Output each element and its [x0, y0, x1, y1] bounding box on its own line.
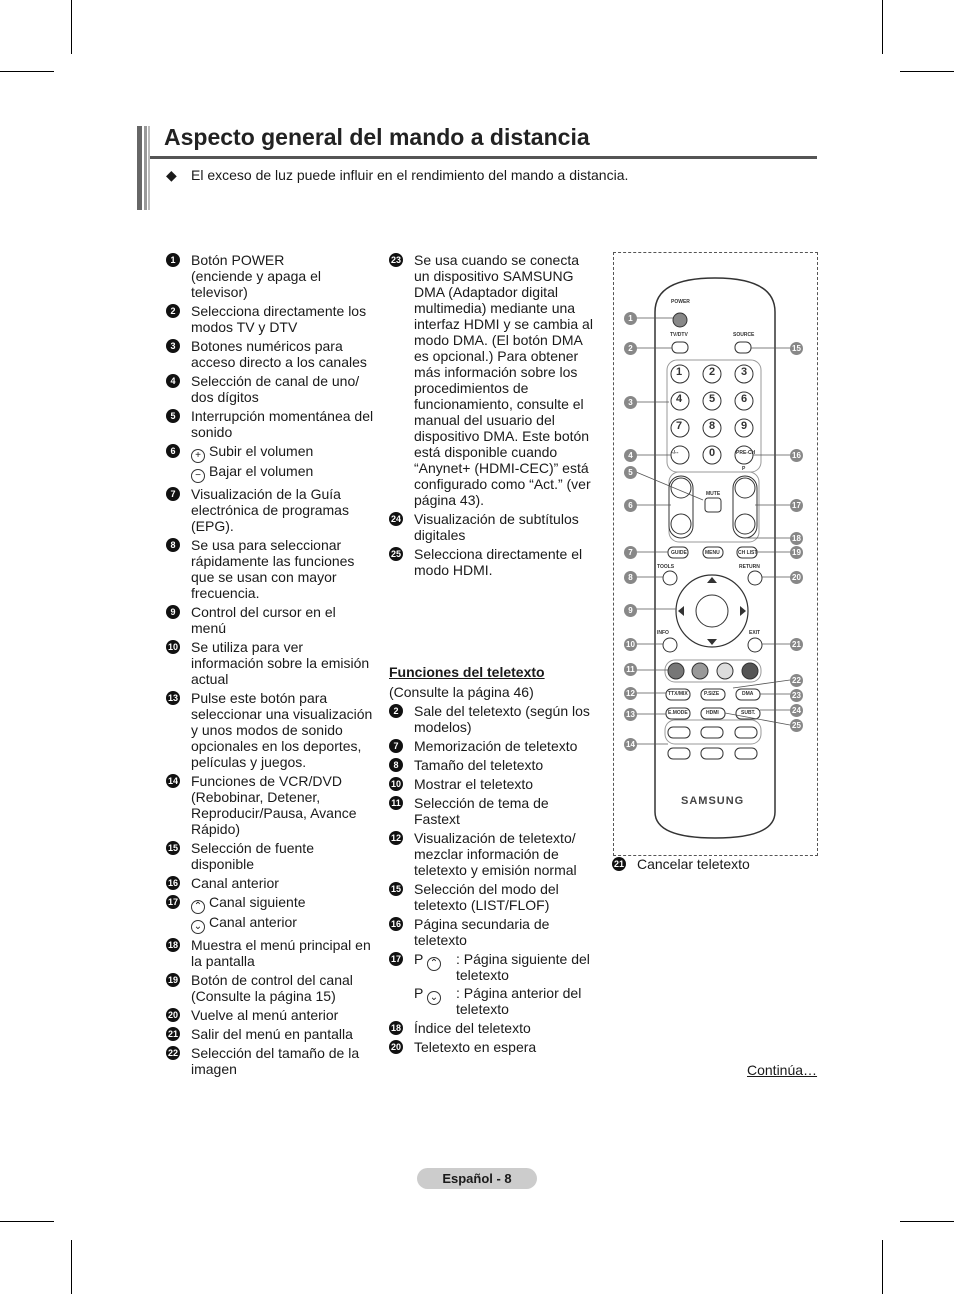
- number-key-label: 0: [709, 447, 716, 459]
- number-key-label: PRE-CH: [736, 450, 756, 456]
- function-list-column-1: [166, 252, 374, 1080]
- note-text: El exceso de luz puede influir en el rendimiento del mando a distancia.: [191, 167, 629, 183]
- list-item: [389, 830, 594, 878]
- list-item: [166, 303, 374, 335]
- item-number: 3: [166, 339, 180, 353]
- stop-button: [701, 727, 723, 738]
- exit-button: [748, 638, 762, 652]
- callout-number: 20: [790, 571, 803, 584]
- source-label: SOURCE: [733, 332, 755, 338]
- power-button: [673, 313, 687, 327]
- channel-up-button: [735, 478, 755, 498]
- p-label: P: [414, 985, 424, 1001]
- item-text: Se usa para seleccionar rápidamente las funciones que se usan con mayor frecuencia.: [191, 537, 355, 601]
- item-text: [191, 463, 374, 483]
- item-number: 18: [167, 940, 178, 950]
- teletext-heading: Funciones del teletexto: [389, 664, 545, 680]
- list-item: [166, 373, 374, 405]
- item-number: 2: [166, 304, 180, 318]
- ttxmix-label: TTX/MIX: [668, 691, 688, 697]
- item-text: Interrupción momentánea del sonido: [191, 408, 374, 440]
- list-item: [166, 1007, 374, 1023]
- number-key-label: 2: [709, 366, 716, 378]
- info-label: INFO: [657, 630, 669, 636]
- item-text: Canal siguiente: [209, 894, 306, 910]
- page-title: Aspecto general del mando a distancia: [164, 124, 590, 150]
- number-key-label: 4: [676, 393, 683, 405]
- item-number: 12: [390, 833, 401, 843]
- item-number: 15: [390, 884, 401, 894]
- callout-number: 8: [624, 571, 637, 584]
- item-number: 17: [390, 954, 401, 964]
- item-text: Muestra el menú principal en la pantalla: [191, 937, 371, 969]
- chevron-down-icon: ⌄: [427, 991, 441, 1005]
- p-label: P: [414, 951, 424, 967]
- function-list-column-2: [389, 252, 594, 581]
- title-rule: [150, 156, 817, 159]
- item-text: [191, 894, 374, 914]
- rewind-row2-button: [668, 748, 690, 759]
- item-number: 16: [390, 919, 401, 929]
- list-item: [166, 1026, 374, 1042]
- item-text: Selección de fuente disponible: [191, 840, 314, 872]
- minus-icon: −: [191, 469, 205, 483]
- list-item: [166, 1045, 374, 1077]
- mute-button: [705, 498, 721, 512]
- item-text: Vuelve al menú anterior: [191, 1007, 339, 1023]
- rewind-button: [668, 727, 690, 738]
- menu-label: MENU: [705, 550, 720, 556]
- item-text: Visualización de subtítulos digitales: [414, 511, 579, 543]
- volume-down-button: [671, 514, 691, 534]
- list-item: [166, 604, 374, 636]
- item-text: Botón POWER: [191, 252, 285, 268]
- teletext-section: [389, 664, 594, 1058]
- item-number: 2: [389, 704, 403, 718]
- list-item: [389, 703, 594, 735]
- item-text: Pulse este botón para seleccionar una visualización y unos modos de sonido opcionales en los deportes, películas y juegos.: [191, 690, 373, 770]
- item-number: 8: [389, 758, 403, 772]
- item-number: 1: [166, 253, 180, 267]
- item-number: 6: [166, 444, 180, 458]
- list-item: [389, 776, 594, 792]
- item-number: 13: [167, 693, 178, 703]
- item-text: Bajar el volumen: [209, 463, 314, 479]
- number-key-label: -/--: [672, 450, 679, 456]
- callout-number: 11: [624, 663, 637, 676]
- item-text: Selección del tamaño de la imagen: [191, 1045, 360, 1077]
- item-text: Visualización de la Guía electrónica de programas (EPG).: [191, 486, 349, 534]
- list-item: [166, 875, 374, 891]
- list-item: [166, 443, 374, 483]
- mute-label: MUTE: [706, 491, 721, 497]
- item-number: 21: [613, 859, 624, 869]
- play-pause-button: [735, 727, 757, 738]
- callout-number: 4: [624, 449, 637, 462]
- blue-button: [742, 663, 758, 679]
- guide-label: GUIDE: [671, 550, 687, 556]
- item-number: 21: [167, 1029, 178, 1039]
- number-key-label: 7: [676, 420, 683, 432]
- item-number: 18: [390, 1023, 401, 1033]
- callout-number: 5: [624, 466, 637, 479]
- item-text: Mostrar el teletexto: [414, 776, 534, 792]
- item-text: Se usa cuando se conecta un dispositivo SAMSUNG DMA (Adaptador digital multimedia) mediante una interfaz HDMI y se cambia al modo DMA. (El botón DMA es opcional.) Para obtener más información sobre los procedimientos de funcionamiento, consulte el manual del usuario del dispositivo DMA. Este botón está disponible cuando “Anynet+ (HDMI-CEC)” está configurado como “Act.” (ver página 43).: [414, 252, 593, 508]
- list-item: [166, 252, 374, 300]
- crop-mark: [900, 1221, 954, 1222]
- item-number: 15: [167, 843, 178, 853]
- callout-number: 2: [624, 342, 637, 355]
- item-number: 7: [166, 487, 180, 501]
- callout-number: 18: [790, 532, 803, 545]
- item-text: Selección del modo del teletexto (LIST/FLOF): [414, 881, 559, 913]
- item-text: Memorización de teletexto: [414, 738, 578, 754]
- psize-label: P.SIZE: [704, 691, 720, 697]
- item-number: 17: [167, 897, 178, 907]
- callout-number: 10: [624, 638, 637, 651]
- item-text: Selecciona directamente los modos TV y DTV: [191, 303, 367, 335]
- list-item: [166, 408, 374, 440]
- list-item: [166, 486, 374, 534]
- item-number: 16: [167, 878, 178, 888]
- crop-mark: [900, 71, 954, 72]
- crop-mark: [71, 0, 72, 54]
- intro-note: [166, 167, 628, 184]
- list-item: [166, 972, 374, 1004]
- list-item: [166, 840, 374, 872]
- item-text: Tamaño del teletexto: [414, 757, 544, 773]
- plus-icon: +: [191, 449, 205, 463]
- item-text: Canal anterior: [191, 875, 279, 891]
- list-item: [389, 511, 594, 543]
- list-item: [166, 690, 374, 770]
- teletext-reference: (Consulte la página 46): [389, 684, 534, 700]
- item-number: 7: [389, 739, 403, 753]
- item-number: 20: [390, 1042, 401, 1052]
- callout-number: 24: [790, 704, 803, 717]
- info-button: [663, 638, 677, 652]
- return-button: [748, 571, 762, 585]
- stop-row2-button: [735, 748, 757, 759]
- power-label: POWER: [671, 299, 690, 305]
- crop-mark: [882, 1240, 883, 1294]
- item-number: 10: [390, 779, 401, 789]
- list-item: [166, 338, 374, 370]
- number-key-label: 3: [741, 366, 748, 378]
- list-item: [389, 1020, 594, 1036]
- item-text: Cancelar teletexto: [637, 856, 750, 872]
- channel-down-button: [735, 514, 755, 534]
- item-text: [191, 914, 374, 934]
- callout-number: 7: [624, 546, 637, 559]
- number-key-label: 9: [741, 420, 748, 432]
- number-key-label: 1: [676, 366, 683, 378]
- item-number: 20: [167, 1010, 178, 1020]
- item-text: : Página anterior del teletexto: [456, 985, 582, 1017]
- page-footer: Español - 8: [417, 1168, 537, 1189]
- teletext-item-21: [612, 856, 812, 875]
- yellow-button: [717, 663, 733, 679]
- list-item: [389, 738, 594, 754]
- callout-number: 22: [790, 674, 803, 687]
- chevron-up-icon: ⌃: [427, 957, 441, 971]
- list-item: [166, 639, 374, 687]
- tools-label: TOOLS: [657, 564, 675, 570]
- item-number: 19: [167, 975, 178, 985]
- item-number: 8: [166, 538, 180, 552]
- item-number: 11: [389, 796, 403, 810]
- item-number: 23: [390, 255, 401, 265]
- callout-number: 14: [624, 738, 637, 751]
- crop-mark: [882, 0, 883, 54]
- number-key-label: 6: [741, 393, 748, 405]
- item-number: 10: [167, 642, 178, 652]
- item-text: : Página siguiente del teletexto: [456, 951, 590, 983]
- number-key-label: 8: [709, 420, 716, 432]
- red-button: [668, 663, 684, 679]
- callout-number: 9: [624, 604, 637, 617]
- teletext-items-after: [389, 1020, 594, 1055]
- item-text: Canal anterior: [209, 914, 297, 930]
- emode-label: E.MODE: [668, 710, 688, 716]
- brand-logo: SAMSUNG: [681, 795, 745, 807]
- return-label: RETURN: [739, 564, 760, 570]
- item-text: [191, 443, 374, 463]
- item-number: 4: [166, 374, 180, 388]
- chevron-down-icon: ⌄: [191, 920, 205, 934]
- source-button: [735, 342, 751, 353]
- item-text: Botón de control del canal (Consulte la página 15): [191, 972, 353, 1004]
- callout-number: 25: [790, 719, 803, 732]
- teletext-items: [389, 703, 594, 948]
- item-text: Botones numéricos para acceso directo a los canales: [191, 338, 367, 370]
- list-item: [166, 894, 374, 934]
- enter-button: [696, 595, 728, 627]
- list-item: [389, 546, 594, 578]
- item-number: 22: [167, 1048, 178, 1058]
- callout-number: 17: [790, 499, 803, 512]
- diamond-bullet-icon: ◆: [166, 167, 177, 183]
- list-item: [389, 916, 594, 948]
- item-text: Teletexto en espera: [414, 1039, 537, 1055]
- crop-mark: [0, 1221, 54, 1222]
- item-text: Selección de canal de uno/ dos dígitos: [191, 373, 360, 405]
- item-text: (enciende y apaga el televisor): [191, 268, 321, 300]
- item-number: 9: [166, 605, 180, 619]
- item-text: Funciones de VCR/DVD (Rebobinar, Detener, Reproducir/Pausa, Avance Rápido): [191, 773, 357, 837]
- item-text: Se utiliza para ver información sobre la emisión actual: [191, 639, 370, 687]
- item-number: 25: [390, 549, 401, 559]
- green-button: [692, 663, 708, 679]
- crop-mark: [71, 1240, 72, 1294]
- item-text: Control del cursor en el menú: [191, 604, 336, 636]
- continues-link: Continúa…: [747, 1062, 818, 1078]
- callout-number: 6: [624, 499, 637, 512]
- callout-number: 15: [790, 342, 803, 355]
- item-text: Subir el volumen: [209, 443, 314, 459]
- item-text: Sale del teletexto (según los modelos): [414, 703, 590, 735]
- crop-mark: [0, 71, 54, 72]
- title-decoration: [137, 126, 151, 210]
- item-text: Selección de tema de Fastext: [414, 795, 549, 827]
- exit-label: EXIT: [749, 630, 761, 636]
- list-item: [166, 537, 374, 601]
- item-text: Página secundaria de teletexto: [414, 916, 550, 948]
- callout-number: 13: [624, 708, 637, 721]
- item-text: Índice del teletexto: [414, 1020, 531, 1036]
- list-item: [166, 773, 374, 837]
- tvdtv-button: [672, 342, 688, 353]
- chlist-label: CH LIST: [738, 550, 758, 556]
- hdmi-label: HDMI: [706, 710, 719, 716]
- callout-number: 19: [790, 546, 803, 559]
- callout-number: 3: [624, 396, 637, 409]
- item-text: Selecciona directamente el modo HDMI.: [414, 546, 583, 578]
- callout-number: 16: [790, 449, 803, 462]
- callout-number: 23: [790, 689, 803, 702]
- number-key-label: 5: [709, 393, 716, 405]
- dma-label: DMA: [742, 691, 754, 697]
- item-number: 5: [166, 409, 180, 423]
- item-number: 24: [390, 514, 401, 524]
- callout-number: 12: [624, 687, 637, 700]
- item-text: Salir del menú en pantalla: [191, 1026, 353, 1042]
- list-item: [389, 881, 594, 913]
- list-item: [389, 757, 594, 773]
- tvdtv-label: TV/DTV: [670, 332, 688, 338]
- list-item: [389, 252, 594, 508]
- item-number: 14: [167, 776, 178, 786]
- list-item: [389, 795, 594, 827]
- p-label: P: [742, 466, 746, 472]
- subt-label: SUBT.: [741, 710, 756, 716]
- tools-button: [663, 571, 677, 585]
- item-text: Visualización de teletexto/ mezclar información de teletexto y emisión normal: [414, 830, 577, 878]
- teletext-item-17: [389, 951, 594, 1017]
- play-button: [701, 748, 723, 759]
- list-item: [389, 1039, 594, 1055]
- chevron-up-icon: ⌃: [191, 900, 205, 914]
- callout-number: 21: [790, 638, 803, 651]
- list-item: [166, 937, 374, 969]
- callout-number: 1: [624, 312, 637, 325]
